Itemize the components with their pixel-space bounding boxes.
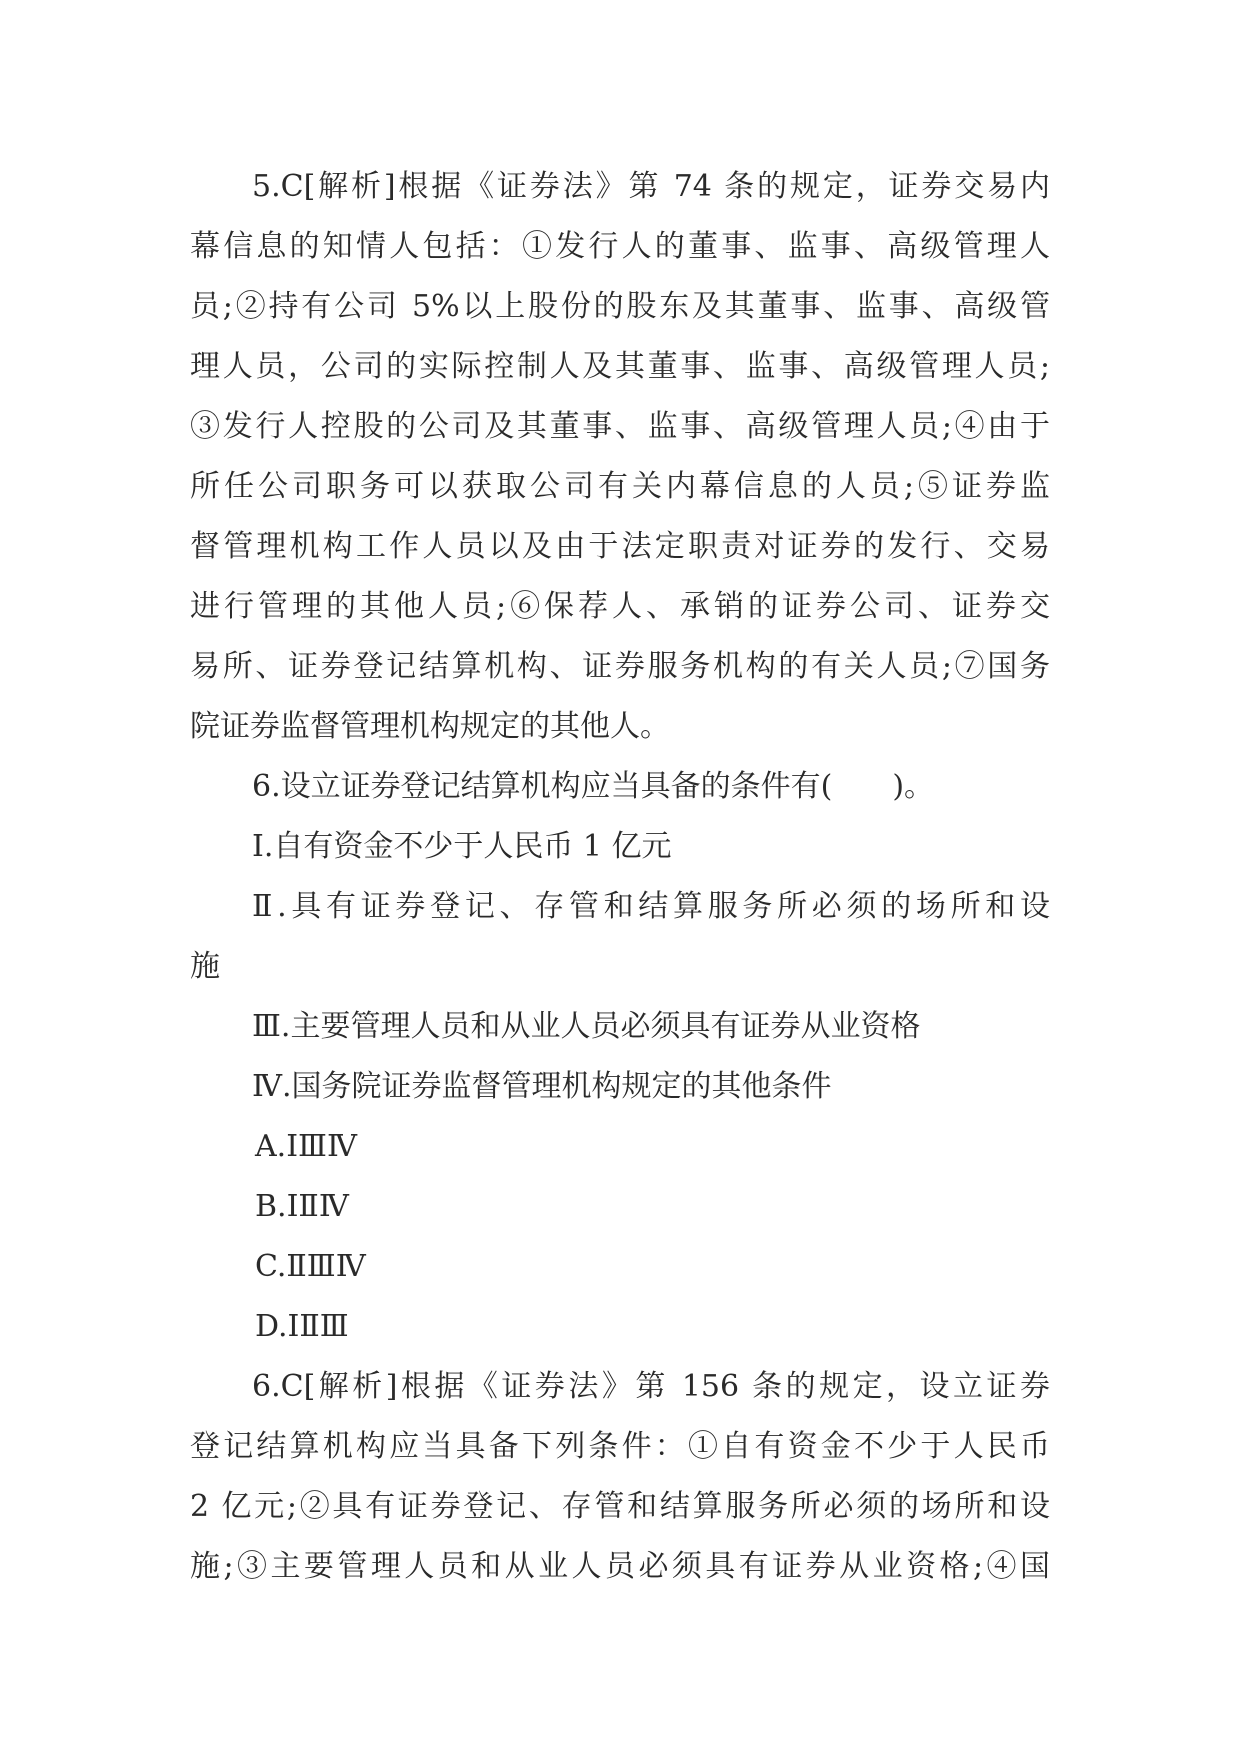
text-line: 理人员，公司的实际控制人及其董事、监事、高级管理人员;	[190, 349, 1050, 384]
answer-option-d: D.ⅠⅡⅢ	[255, 1309, 349, 1344]
answer-option-a: A.ⅠⅢⅣ	[255, 1129, 357, 1164]
answer-option-c: C.ⅡⅢⅣ	[255, 1249, 366, 1284]
statement-item-continuation: 施	[190, 949, 220, 984]
answer-option-b: B.ⅠⅡⅣ	[255, 1189, 349, 1224]
text-line: 督管理机构工作人员以及由于法定职责对证券的发行、交易	[190, 529, 1050, 564]
text-line: 登记结算机构应当具备下列条件：①自有资金不少于人民币	[190, 1429, 1050, 1464]
statement-item: Ⅲ.主要管理人员和从业人员必须具有证券从业资格	[252, 1009, 921, 1044]
question-stem: 6.设立证券登记结算机构应当具备的条件有( )。	[252, 769, 935, 804]
text-line: 员;②持有公司 5%以上股份的股东及其董事、监事、高级管	[190, 289, 1050, 324]
text-line: 易所、证券登记结算机构、证券服务机构的有关人员;⑦国务	[190, 649, 1050, 684]
statement-item: Ⅱ.具有证券登记、存管和结算服务所必须的场所和设	[252, 889, 1050, 924]
text-line: 院证券监督管理机构规定的其他人。	[190, 709, 670, 744]
text-line: 幕信息的知情人包括：①发行人的董事、监事、高级管理人	[190, 229, 1050, 264]
text-line: 进行管理的其他人员;⑥保荐人、承销的证券公司、证券交	[190, 589, 1050, 624]
statement-item: Ⅰ.自有资金不少于人民币 1 亿元	[252, 829, 672, 864]
statement-item: Ⅳ.国务院证券监督管理机构规定的其他条件	[252, 1069, 832, 1104]
text-line: 6.C[解析]根据《证券法》第 156 条的规定，设立证券	[252, 1369, 1050, 1404]
text-line: 5.C[解析]根据《证券法》第 74 条的规定，证券交易内	[252, 169, 1050, 204]
text-line: 所任公司职务可以获取公司有关内幕信息的人员;⑤证券监	[190, 469, 1050, 504]
text-line: ③发行人控股的公司及其董事、监事、高级管理人员;④由于	[190, 409, 1050, 444]
text-line: 施;③主要管理人员和从业人员必须具有证券从业资格;④国	[190, 1549, 1050, 1584]
text-line: 2 亿元;②具有证券登记、存管和结算服务所必须的场所和设	[190, 1489, 1050, 1524]
